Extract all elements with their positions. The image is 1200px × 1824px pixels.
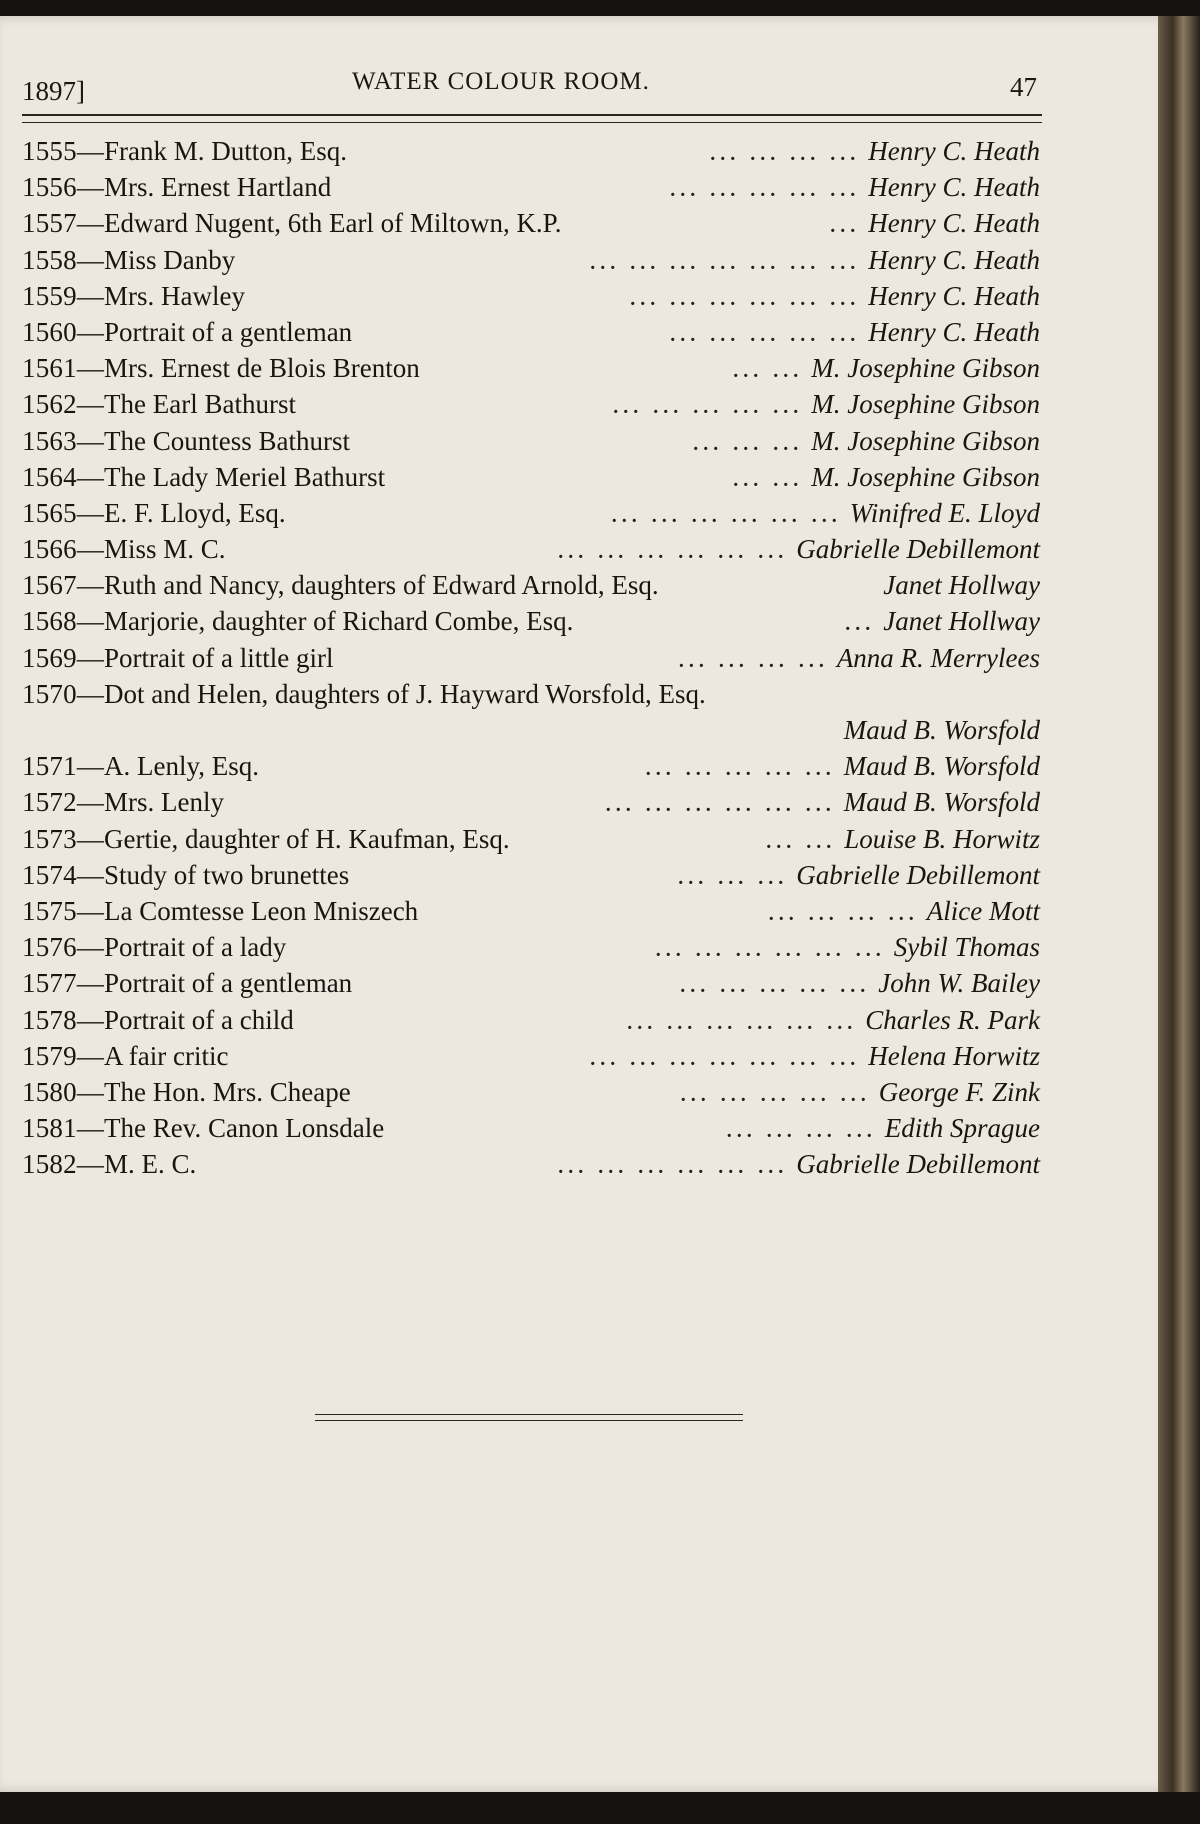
entry-number: 1561 xyxy=(22,353,77,384)
entry-title: Marjorie, daughter of Richard Combe, Esq. xyxy=(104,606,574,637)
entry-number: 1567 xyxy=(22,570,77,601)
entry-title: The Countess Bathurst xyxy=(104,425,350,456)
entry-number: 1570 xyxy=(22,678,77,709)
list-item: 1567 — Ruth and Nancy, daughters of Edward Arnold, Esq. Janet Hollway xyxy=(22,567,1040,603)
entry-artist: George F. Zink xyxy=(878,1076,1040,1107)
entry-artist: Edith Sprague xyxy=(884,1113,1040,1144)
entry-number: 1577 xyxy=(22,968,77,999)
list-item: 1581 — The Rev. Canon Lonsdale ... ... ... ... Edith Sprague xyxy=(22,1110,1040,1146)
entry-title: Edward Nugent, 6th Earl of Miltown, K.P. xyxy=(104,208,562,239)
entry-title: Dot and Helen, daughters of J. Hayward Worsfold, Esq. xyxy=(104,678,706,709)
entry-artist: Sybil Thomas xyxy=(893,932,1040,963)
list-item: 1568 — Marjorie, daughter of Richard Combe, Esq. ... Janet Hollway xyxy=(22,603,1040,639)
list-item: 1564 — The Lady Meriel Bathurst ... ... M. Josephine Gibson xyxy=(22,459,1040,495)
list-item: 1556 — Mrs. Ernest Hartland ... ... ... ... ... Henry C. Heath xyxy=(22,169,1040,205)
entry-artist: Henry C. Heath xyxy=(868,316,1040,347)
entry-list xyxy=(22,133,1040,1182)
book-binding xyxy=(1158,16,1200,1792)
entry-number: 1558 xyxy=(22,244,77,275)
entry-artist: Helena Horwitz xyxy=(868,1040,1040,1071)
entry-title: A. Lenly, Esq. xyxy=(104,751,259,782)
entry-artist: Louise B. Horwitz xyxy=(844,823,1040,854)
list-item: 1582 — M. E. C. ... ... ... ... ... ... Gabrielle Debillemont xyxy=(22,1146,1040,1182)
entry-artist: M. Josephine Gibson xyxy=(811,461,1040,492)
entry-title: The Earl Bathurst xyxy=(104,389,296,420)
entry-title: M. E. C. xyxy=(104,1149,197,1180)
list-item: 1565 — E. F. Lloyd, Esq. ... ... ... ... ... ... Winifred E. Lloyd xyxy=(22,495,1040,531)
entry-number: 1576 xyxy=(22,932,77,963)
entry-artist: John W. Bailey xyxy=(878,968,1040,999)
entry-number: 1572 xyxy=(22,787,77,818)
entry-artist: Anna R. Merrylees xyxy=(836,642,1040,673)
entry-number: 1557 xyxy=(22,208,77,239)
entry-artist: M. Josephine Gibson xyxy=(811,353,1040,384)
entry-number: 1568 xyxy=(22,606,77,637)
list-item: 1578 — Portrait of a child ... ... ... ... ... ... Charles R. Park xyxy=(22,1002,1040,1038)
entry-title: Portrait of a lady xyxy=(104,932,287,963)
entry-artist: Gabrielle Debillemont xyxy=(796,1149,1040,1180)
entry-artist: Henry C. Heath xyxy=(868,244,1040,275)
list-item: 1576 — Portrait of a lady ... ... ... ... ... ... Sybil Thomas xyxy=(22,929,1040,965)
list-item: 1558 — Miss Danby ... ... ... ... ... ... ... Henry C. Heath xyxy=(22,242,1040,278)
entry-artist: Janet Hollway xyxy=(883,606,1040,637)
entry-artist: Gabrielle Debillemont xyxy=(796,534,1040,565)
entry-number: 1555 xyxy=(22,136,77,166)
list-item: 1563 — The Countess Bathurst ... ... ... M. Josephine Gibson xyxy=(22,423,1040,459)
entry-artist: Maud B. Worsfold xyxy=(843,787,1040,818)
list-item: 1572 — Mrs. Lenly ... ... ... ... ... ... Maud B. Worsfold xyxy=(22,784,1040,820)
entry-number: 1566 xyxy=(22,534,77,565)
list-item: 1573 — Gertie, daughter of H. Kaufman, Esq. ... ... Louise B. Horwitz xyxy=(22,821,1040,857)
entry-artist: Henry C. Heath xyxy=(868,208,1040,239)
entry-artist: Maud B. Worsfold xyxy=(843,751,1040,782)
entry-title: Mrs. Ernest Hartland xyxy=(104,172,332,203)
list-item: 1571 — A. Lenly, Esq. ... ... ... ... ... Maud B. Worsfold xyxy=(22,748,1040,784)
entry-number: 1563 xyxy=(22,425,77,456)
list-item: 1580 — The Hon. Mrs. Cheape ... ... ... ... ... George F. Zink xyxy=(22,1074,1040,1110)
entry-artist: M. Josephine Gibson xyxy=(811,425,1040,456)
list-item: 1557 — Edward Nugent, 6th Earl of Miltown, K.P. ... Henry C. Heath xyxy=(22,205,1040,241)
entry-number: 1562 xyxy=(22,389,77,420)
entry-artist: Henry C. Heath xyxy=(868,172,1040,203)
entry-title: E. F. Lloyd, Esq. xyxy=(104,497,286,528)
entry-artist: Alice Mott xyxy=(926,895,1040,926)
entry-number: 1564 xyxy=(22,461,77,492)
entry-title: Ruth and Nancy, daughters of Edward Arnold, Esq. xyxy=(104,570,659,601)
list-item: 1574 — Study of two brunettes ... ... ... Gabrielle Debillemont xyxy=(22,857,1040,893)
list-item: 1555 — Frank M. Dutton, Esq. ... ... ... ... Henry C. Heath xyxy=(22,133,1040,169)
list-item: 1562 — The Earl Bathurst ... ... ... ... ... M. Josephine Gibson xyxy=(22,386,1040,422)
entry-number: 1581 xyxy=(22,1113,77,1144)
entry-artist: M. Josephine Gibson xyxy=(811,389,1040,420)
list-item: 1570 — Dot and Helen, daughters of J. Hayward Worsfold, Esq. xyxy=(22,676,1040,712)
entry-number: 1559 xyxy=(22,280,77,311)
header-year: 1897] xyxy=(22,76,85,106)
entry-title: Mrs. Hawley xyxy=(104,280,245,311)
entry-number: 1565 xyxy=(22,497,77,528)
entry-number: 1569 xyxy=(22,642,77,673)
entry-number: 1575 xyxy=(22,895,77,926)
entry-number: 1560 xyxy=(22,316,77,347)
list-item: 1569 — Portrait of a little girl ... ... ... ... Anna R. Merrylees xyxy=(22,640,1040,676)
entry-title: Frank M. Dutton, Esq. xyxy=(104,136,348,166)
entry-number: 1579 xyxy=(22,1040,77,1071)
entry-number: 1580 xyxy=(22,1076,77,1107)
header-rule xyxy=(22,114,1042,123)
entry-title: Gertie, daughter of H. Kaufman, Esq. xyxy=(104,823,510,854)
list-item: 1577 — Portrait of a gentleman ... ... ... ... ... John W. Bailey xyxy=(22,965,1040,1001)
entry-number: 1582 xyxy=(22,1149,77,1180)
page-number: 47 xyxy=(1010,72,1037,102)
entry-title: Mrs. Ernest de Blois Brenton xyxy=(104,353,420,384)
list-item: 1560 — Portrait of a gentleman ... ... ... ... ... Henry C. Heath xyxy=(22,314,1040,350)
list-item-continuation xyxy=(22,712,1040,748)
entry-artist: Henry C. Heath xyxy=(868,136,1040,166)
entry-title: The Hon. Mrs. Cheape xyxy=(104,1076,351,1107)
entry-title: Miss Danby xyxy=(104,244,236,275)
entry-title: Portrait of a little girl xyxy=(104,642,334,673)
entry-number: 1578 xyxy=(22,1004,77,1035)
list-item: 1559 — Mrs. Hawley ... ... ... ... ... ... Henry C. Heath xyxy=(22,278,1040,314)
entry-artist: Maud B. Worsfold xyxy=(843,715,1040,745)
entry-title: A fair critic xyxy=(104,1040,229,1071)
end-rule xyxy=(315,1414,743,1421)
entry-title: Portrait of a gentleman xyxy=(104,968,353,999)
list-item: 1575 — La Comtesse Leon Mniszech ... ... ... ... Alice Mott xyxy=(22,893,1040,929)
entry-artist: Charles R. Park xyxy=(865,1004,1040,1035)
entry-artist: Gabrielle Debillemont xyxy=(796,859,1040,890)
entry-number: 1571 xyxy=(22,751,77,782)
entry-title: The Rev. Canon Lonsdale xyxy=(104,1113,385,1144)
header-title: WATER COLOUR ROOM. xyxy=(352,68,650,95)
entry-title: Miss M. C. xyxy=(104,534,226,565)
entry-artist: Janet Hollway xyxy=(883,570,1040,601)
entry-title: The Lady Meriel Bathurst xyxy=(104,461,386,492)
list-item: 1579 — A fair critic ... ... ... ... ... ... ... Helena Horwitz xyxy=(22,1038,1040,1074)
list-item: 1566 — Miss M. C. ... ... ... ... ... ... Gabrielle Debillemont xyxy=(22,531,1040,567)
entry-title: Study of two brunettes xyxy=(104,859,350,890)
entry-title: Portrait of a gentleman xyxy=(104,316,353,347)
entry-title: Mrs. Lenly xyxy=(104,787,224,818)
catalogue-page xyxy=(0,16,1172,1792)
entry-title: La Comtesse Leon Mniszech xyxy=(104,895,419,926)
entry-number: 1574 xyxy=(22,859,77,890)
list-item: 1561 — Mrs. Ernest de Blois Brenton ... ... M. Josephine Gibson xyxy=(22,350,1040,386)
entry-number: 1556 xyxy=(22,172,77,203)
entry-title: Portrait of a child xyxy=(104,1004,294,1035)
entry-artist: Winifred E. Lloyd xyxy=(849,497,1040,528)
page-header xyxy=(22,66,1042,110)
entry-artist: Henry C. Heath xyxy=(868,280,1040,311)
entry-number: 1573 xyxy=(22,823,77,854)
